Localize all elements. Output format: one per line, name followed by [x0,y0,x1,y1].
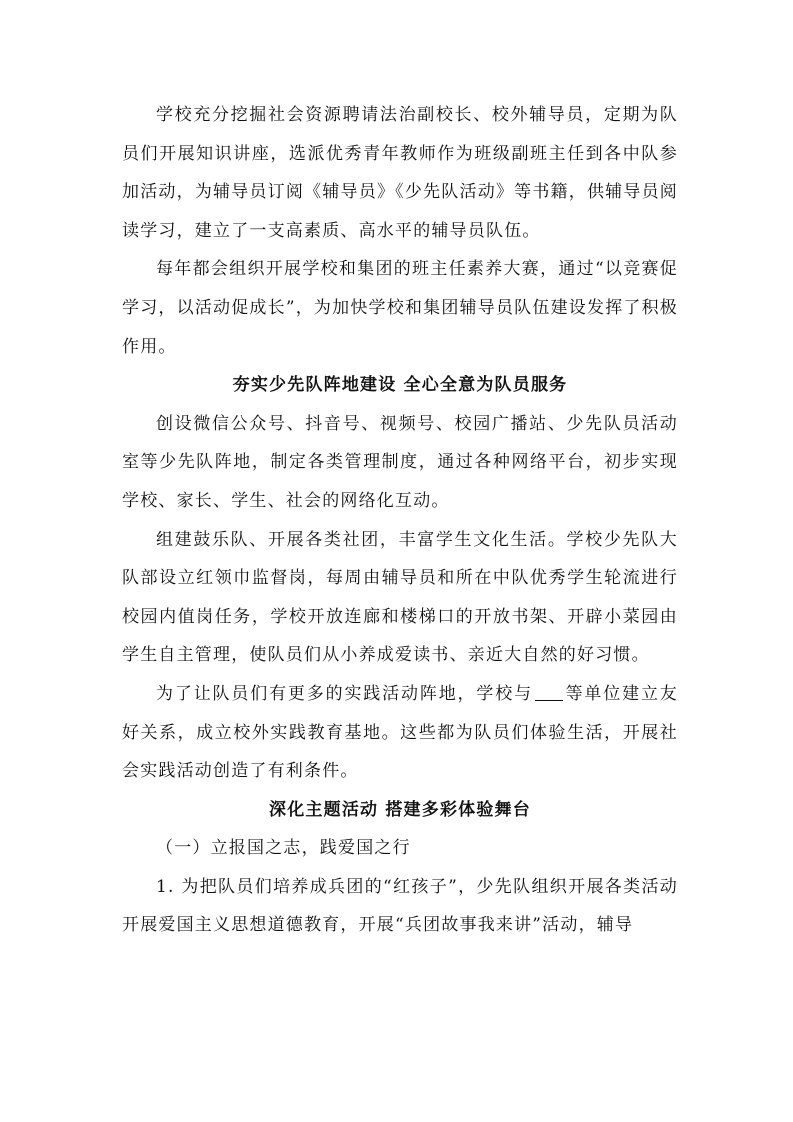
paragraph-counselor-team: 学校充分挖掘社会资源聘请法治副校长、校外辅导员，定期为队员们开展知识讲座，选派优秀青年教师作为班级副班主任到各中队参加活动，为辅导员订阅《辅导员》《少先队活动》等书籍，供辅导员阅读学习，建立了一支高素质、高水平的辅导员队伍。 [122,105,678,241]
paragraph-clubs-and-duty: 组建鼓乐队、开展各类社团，丰富学生文化生活。学校少先队大队部设立红领巾监督岗，每周由辅导员和所在中队优秀学生轮流进行校园内值岗任务，学校开放连廊和楼梯口的开放书架、开辟小菜园由学生自主管理，使队员们从小养成爱读书、亲近大自然的好习惯。 [122,529,678,666]
paragraph-teacher-competition: 每年都会组织开展学校和集团的班主任素养大赛，通过“以竞赛促学习，以活动促成长”，为加快学校和集团辅导员队伍建设发挥了积极作用。 [122,259,678,357]
subsection-heading-patriotism: （一）立报国之志，践爱国之行 [156,838,411,859]
paragraph-red-children: 1. 为把队员们培养成兵团的“红孩子”，少先队组织开展各类活动开展爱国主义思想道德教育，开展“兵团故事我来讲”活动，辅导 [122,876,678,936]
paragraph-practice-bases-before: 为了让队员们有更多的实践活动阵地，学校与 [156,683,533,704]
fill-in-blank [535,684,563,701]
document-body [122,96,678,945]
paragraph-practice-bases-after: 等单位建立友好关系，成立校外实践教育基地。这些都为队员们体验生活，开展社会实践活动创造了有利条件。 [122,683,678,782]
section-heading-activities: 深化主题活动 搭建多彩体验舞台 [269,799,531,820]
paragraph-practice-bases [122,675,678,791]
paragraph-online-platforms: 创设微信公众号、抖音号、视频号、校园广播站、少先队员活动室等少先队阵地，制定各类管理制度，通过各种网络平台，初步实现学校、家长、学生、社会的网络化互动。 [122,413,678,511]
section-heading-positions: 夯实少先队阵地建设 全心全意为队员服务 [232,375,568,396]
